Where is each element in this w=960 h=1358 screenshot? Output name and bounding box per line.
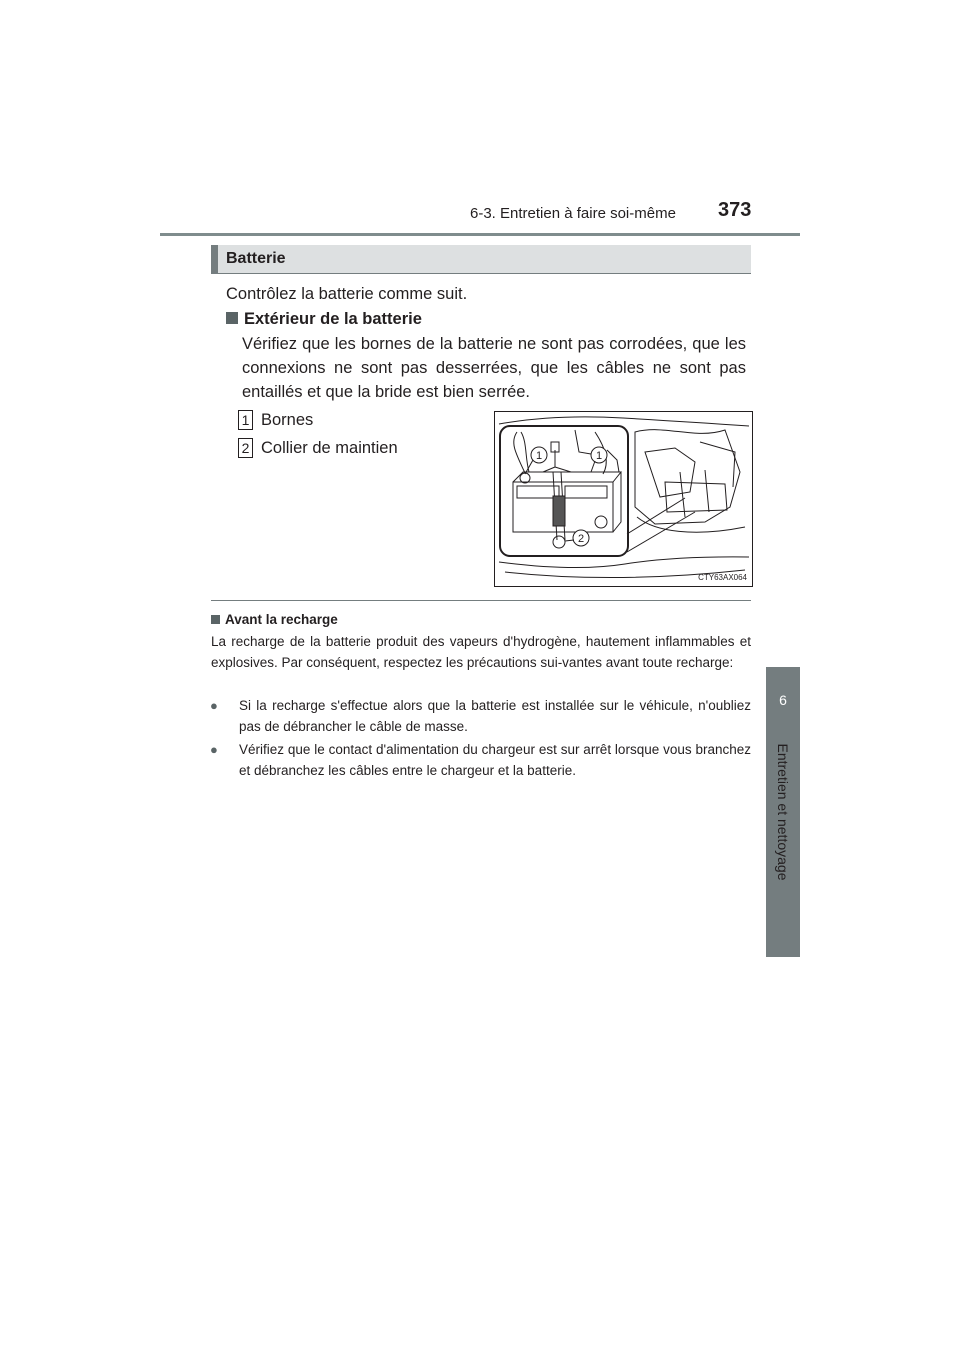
battery-illustration: [494, 411, 753, 587]
note-divider: [211, 600, 751, 601]
bullet-dot-icon: ●: [210, 742, 218, 757]
figure-marker: 1: [535, 450, 543, 462]
callout-label: Bornes: [261, 411, 314, 429]
callout-item: [238, 436, 398, 460]
bullet-dot-icon: ●: [210, 698, 218, 713]
section-heading: [211, 245, 751, 273]
figure-code: CTY63AX064: [698, 573, 747, 582]
callout-item: [238, 408, 313, 432]
section-heading-rule: [211, 273, 751, 274]
figure-marker: 1: [595, 450, 603, 462]
chapter-number: 6: [779, 692, 787, 708]
section-intro: Contrôlez la batterie comme suit.: [226, 285, 468, 303]
section-title: Batterie: [226, 250, 286, 267]
chapter-label: Entretien et nettoyage: [775, 743, 791, 881]
callout-number: 2: [238, 438, 253, 458]
note-paragraph: La recharge de la batterie produit des vapeurs d'hydrogène, hautement inflammables et explosives. Par conséquent, respectez les précautions sui-vantes avant toute recharge:: [211, 634, 751, 670]
note-bullet-text: Si la recharge s'effectue alors que la batterie est installée sur le véhicule, n'oubliez pas de débrancher le câble de masse.: [239, 698, 751, 734]
square-bullet-icon: [226, 312, 238, 324]
callout-number: 1: [238, 410, 253, 430]
figure-marker: 2: [577, 533, 585, 545]
note-bullet-text: Vérifiez que le contact d'alimentation du chargeur est sur arrêt lorsque vous branchez et débranchez les câbles entre le chargeur et la batterie.: [239, 742, 751, 778]
subheading: [226, 307, 422, 331]
header-section-title: 6-3. Entretien à faire soi-même: [470, 205, 676, 222]
note-title: Avant la recharge: [225, 612, 338, 627]
note-bullet: [210, 696, 751, 737]
note-bullet: [210, 740, 751, 781]
header-divider: [160, 233, 800, 236]
note-heading: [211, 612, 338, 627]
section-paragraph: Vérifiez que les bornes de la batterie ne sont pas corrodées, que les connexions ne sont pas desserrées, que les câbles ne sont pas entaillés et que la bride est bien serrée.: [242, 335, 746, 401]
subheading-text: Extérieur de la batterie: [244, 310, 422, 328]
page-number: 373: [718, 199, 752, 221]
square-bullet-icon: [211, 615, 220, 624]
callout-label: Collier de maintien: [261, 439, 398, 457]
engine-bay-drawing: [495, 412, 752, 586]
